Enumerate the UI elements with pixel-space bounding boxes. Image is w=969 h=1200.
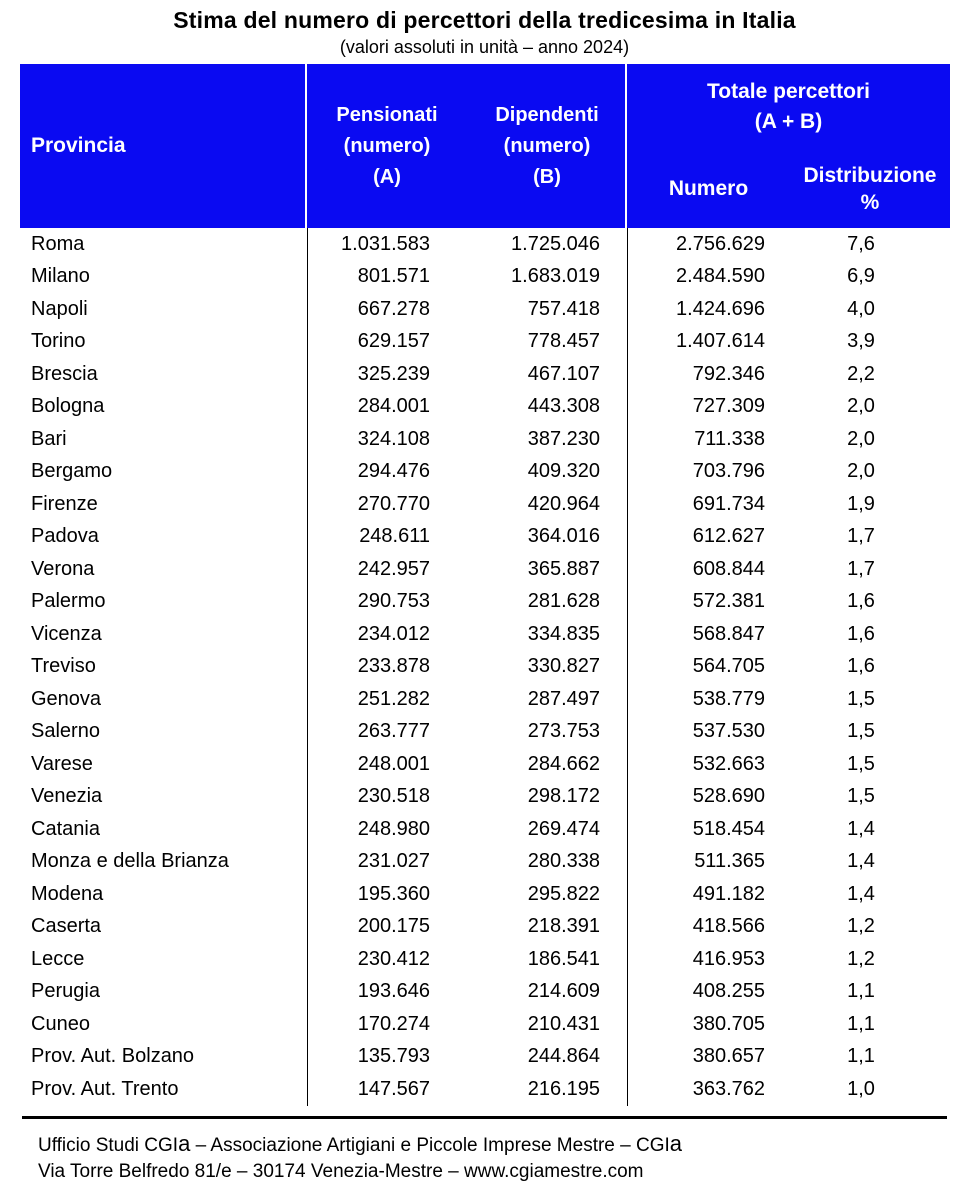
table-row <box>20 1008 950 1041</box>
cell-distribuzione: 1,4 <box>847 850 875 873</box>
header-provincia: Provincia <box>20 64 307 228</box>
cell-distribuzione: 1,2 <box>847 915 875 938</box>
cell-dipendenti: 295.822 <box>527 882 600 905</box>
cell-pensionati: 230.518 <box>357 785 430 808</box>
table-row <box>20 391 950 424</box>
cell-pensionati: 1.031.583 <box>341 232 430 255</box>
cell-pensionati: 195.360 <box>357 882 430 905</box>
cell-provincia: Milano <box>31 265 90 288</box>
cell-dipendenti: 334.835 <box>527 622 600 645</box>
cell-totale-numero: 711.338 <box>694 427 765 450</box>
cell-dipendenti: 280.338 <box>527 850 600 873</box>
cell-totale-numero: 608.844 <box>692 557 765 580</box>
table-row <box>20 553 950 586</box>
table-row <box>20 423 950 456</box>
header-numero: Numero <box>668 176 749 200</box>
table-row <box>20 586 950 619</box>
header-totale-line2: (A + B) <box>754 109 823 133</box>
cell-pensionati: 230.412 <box>357 947 430 970</box>
cell-dipendenti: 287.497 <box>527 687 600 710</box>
cell-distribuzione: 1,5 <box>847 785 875 808</box>
cell-pensionati: 263.777 <box>357 720 430 743</box>
cell-totale-numero: 568.847 <box>692 622 765 645</box>
footer-source-middle: – Associazione Artigiani e Piccole Imprese Mestre – CGI <box>190 1135 670 1156</box>
cell-provincia: Catania <box>31 817 100 840</box>
table-row <box>20 488 950 521</box>
cell-dipendenti: 1.725.046 <box>511 232 600 255</box>
cell-provincia: Padova <box>31 525 99 548</box>
cell-distribuzione: 7,6 <box>847 232 875 255</box>
table-row <box>20 943 950 976</box>
cell-provincia: Verona <box>31 557 95 580</box>
table-row <box>20 521 950 554</box>
cell-dipendenti: 387.230 <box>527 427 600 450</box>
cell-provincia: Roma <box>31 232 85 255</box>
cell-totale-numero: 537.530 <box>692 720 765 743</box>
cell-distribuzione: 2,0 <box>847 427 875 450</box>
cell-totale-numero: 727.309 <box>692 395 765 418</box>
cell-provincia: Genova <box>31 687 102 710</box>
cell-provincia: Bari <box>31 427 67 450</box>
cell-distribuzione: 2,0 <box>847 395 875 418</box>
cell-totale-numero: 518.454 <box>692 817 765 840</box>
cell-dipendenti: 420.964 <box>527 492 600 515</box>
table-row <box>20 878 950 911</box>
cell-provincia: Venezia <box>31 785 103 808</box>
page-title: Stima del numero di percettori della tredicesima in Italia <box>173 7 796 33</box>
cell-dipendenti: 218.391 <box>527 915 600 938</box>
cell-totale-numero: 703.796 <box>692 460 765 483</box>
table-row <box>20 911 950 944</box>
cell-distribuzione: 2,2 <box>847 362 875 385</box>
cell-totale-numero: 408.255 <box>692 980 765 1003</box>
cell-pensionati: 667.278 <box>357 297 430 320</box>
header-totale-group <box>627 64 950 228</box>
table-row <box>20 716 950 749</box>
table-row <box>20 618 950 651</box>
header-dipendenti-line1: Dipendenti <box>495 103 599 126</box>
cell-provincia: Prov. Aut. Trento <box>31 1077 179 1100</box>
cell-totale-numero: 511.365 <box>694 850 765 873</box>
cell-distribuzione: 1,5 <box>847 752 875 775</box>
cell-pensionati: 242.957 <box>357 557 430 580</box>
table-row <box>20 683 950 716</box>
header-distribuzione <box>790 162 950 217</box>
page-subtitle: (valori assoluti in unità – anno 2024) <box>339 37 630 57</box>
cell-distribuzione: 1,6 <box>847 590 875 613</box>
cell-dipendenti: 281.628 <box>527 590 600 613</box>
cell-provincia: Torino <box>31 330 86 353</box>
cell-dipendenti: 214.609 <box>527 980 600 1003</box>
cell-distribuzione: 1,4 <box>847 882 875 905</box>
header-middle-group <box>307 64 627 228</box>
cell-dipendenti: 216.195 <box>527 1077 600 1100</box>
cell-dipendenti: 1.683.019 <box>511 265 600 288</box>
cell-dipendenti: 330.827 <box>527 655 600 678</box>
cell-distribuzione: 1,4 <box>847 817 875 840</box>
header-dipendenti-line3: (B) <box>533 165 561 188</box>
table-row <box>20 813 950 846</box>
cell-provincia: Monza e della Brianza <box>31 850 229 873</box>
cell-distribuzione: 1,7 <box>847 557 875 580</box>
cell-dipendenti: 298.172 <box>527 785 600 808</box>
cell-dipendenti: 443.308 <box>527 395 600 418</box>
cell-dipendenti: 284.662 <box>527 752 600 775</box>
table-row <box>20 456 950 489</box>
cell-distribuzione: 6,9 <box>847 265 875 288</box>
cell-totale-numero: 2.756.629 <box>676 232 765 255</box>
cell-totale-numero: 532.663 <box>692 752 765 775</box>
cell-provincia: Prov. Aut. Bolzano <box>31 1045 195 1068</box>
cell-totale-numero: 2.484.590 <box>676 265 765 288</box>
cell-totale-numero: 572.381 <box>692 590 765 613</box>
cell-provincia: Palermo <box>31 590 106 613</box>
cell-totale-numero: 380.657 <box>692 1045 765 1068</box>
table-row <box>20 781 950 814</box>
cell-dipendenti: 273.753 <box>527 720 600 743</box>
table-row <box>20 651 950 684</box>
cell-pensionati: 231.027 <box>357 850 430 873</box>
cell-distribuzione: 1,0 <box>847 1077 875 1100</box>
cell-pensionati: 801.571 <box>357 265 430 288</box>
cell-pensionati: 629.157 <box>357 330 430 353</box>
table-row <box>20 748 950 781</box>
cell-provincia: Cuneo <box>31 1012 90 1035</box>
table-row <box>20 261 950 294</box>
footer-rule <box>22 1116 947 1119</box>
cell-dipendenti: 778.457 <box>527 330 600 353</box>
header-distribuzione-line2: % <box>860 190 880 214</box>
cell-dipendenti: 467.107 <box>527 362 600 385</box>
cell-provincia: Brescia <box>31 362 98 385</box>
cell-pensionati: 294.476 <box>357 460 430 483</box>
cell-totale-numero: 528.690 <box>692 785 765 808</box>
header-pensionati <box>307 100 467 193</box>
column-divider-1 <box>307 228 308 1106</box>
cell-dipendenti: 409.320 <box>527 460 600 483</box>
cell-provincia: Varese <box>31 752 93 775</box>
header-totale-percettori <box>627 64 950 150</box>
cell-provincia: Lecce <box>31 947 85 970</box>
cell-dipendenti: 269.474 <box>527 817 600 840</box>
cell-pensionati: 147.567 <box>357 1077 430 1100</box>
cell-totale-numero: 418.566 <box>692 915 765 938</box>
cgia-logo-a: a <box>669 1131 683 1156</box>
header-distribuzione-line1: Distribuzione <box>803 163 937 187</box>
header-dipendenti <box>467 100 627 193</box>
header-dipendenti-line2: (numero) <box>503 134 591 157</box>
cell-distribuzione: 3,9 <box>847 330 875 353</box>
cell-distribuzione: 1,1 <box>847 1012 875 1035</box>
cell-totale-numero: 564.705 <box>692 655 765 678</box>
cell-pensionati: 248.611 <box>359 525 430 548</box>
column-divider-2 <box>627 228 628 1106</box>
cell-dipendenti: 186.541 <box>527 947 600 970</box>
cell-pensionati: 248.001 <box>357 752 430 775</box>
cell-totale-numero: 1.424.696 <box>676 297 765 320</box>
cell-distribuzione: 1,2 <box>847 947 875 970</box>
cell-pensionati: 233.878 <box>357 655 430 678</box>
cgia-logo-a: a <box>178 1131 191 1156</box>
table-row <box>20 846 950 879</box>
cell-dipendenti: 244.864 <box>527 1045 600 1068</box>
table-row <box>20 358 950 391</box>
table-row <box>20 293 950 326</box>
footer-address-line: Via Torre Belfredo 81/e – 30174 Venezia-Mestre – www.cgiamestre.com <box>38 1161 644 1182</box>
cell-distribuzione: 1,5 <box>847 687 875 710</box>
cell-provincia: Vicenza <box>31 622 102 645</box>
table-row <box>20 326 950 359</box>
cell-pensionati: 135.793 <box>357 1045 430 1068</box>
cell-distribuzione: 1,7 <box>847 525 875 548</box>
table-body <box>20 228 950 1106</box>
cell-provincia: Perugia <box>31 980 100 1003</box>
table-row <box>20 1073 950 1106</box>
table-row <box>20 228 950 261</box>
table-header <box>20 64 950 228</box>
cell-provincia: Bologna <box>31 395 105 418</box>
cell-pensionati: 170.274 <box>357 1012 430 1035</box>
cell-provincia: Bergamo <box>31 460 113 483</box>
header-pensionati-line3: (A) <box>373 165 401 188</box>
header-pensionati-line1: Pensionati <box>336 103 438 126</box>
cell-distribuzione: 2,0 <box>847 460 875 483</box>
cell-distribuzione: 1,1 <box>847 980 875 1003</box>
cell-pensionati: 270.770 <box>357 492 430 515</box>
cell-pensionati: 193.646 <box>357 980 430 1003</box>
cell-totale-numero: 1.407.614 <box>676 330 765 353</box>
cell-provincia: Napoli <box>31 297 88 320</box>
cell-totale-numero: 612.627 <box>692 525 765 548</box>
cell-provincia: Firenze <box>31 492 98 515</box>
cell-totale-numero: 363.762 <box>692 1077 765 1100</box>
cell-pensionati: 284.001 <box>357 395 430 418</box>
cell-provincia: Modena <box>31 882 104 905</box>
header-pensionati-line2: (numero) <box>343 134 431 157</box>
cell-distribuzione: 1,9 <box>847 492 875 515</box>
cell-pensionati: 200.175 <box>357 915 430 938</box>
cell-distribuzione: 4,0 <box>847 297 875 320</box>
table-row <box>20 1041 950 1074</box>
cell-totale-numero: 792.346 <box>692 362 765 385</box>
cell-totale-numero: 491.182 <box>692 882 765 905</box>
cell-pensionati: 324.108 <box>357 427 430 450</box>
footer-source-prefix: Ufficio Studi CGI <box>38 1135 179 1156</box>
cell-dipendenti: 757.418 <box>527 297 600 320</box>
cell-distribuzione: 1,5 <box>847 720 875 743</box>
cell-dipendenti: 210.431 <box>527 1012 600 1035</box>
cell-pensionati: 248.980 <box>357 817 430 840</box>
cell-provincia: Caserta <box>31 915 102 938</box>
table-row <box>20 976 950 1009</box>
header-totale-line1: Totale percettori <box>707 79 870 103</box>
cell-totale-numero: 416.953 <box>692 947 765 970</box>
cell-totale-numero: 538.779 <box>692 687 765 710</box>
footer-source-line <box>38 1133 958 1157</box>
cell-pensionati: 234.012 <box>357 622 430 645</box>
cell-distribuzione: 1,1 <box>847 1045 875 1068</box>
cell-totale-numero: 380.705 <box>692 1012 765 1035</box>
cell-pensionati: 251.282 <box>357 687 430 710</box>
header-totale-subcolumns <box>627 150 950 228</box>
cell-distribuzione: 1,6 <box>847 655 875 678</box>
cell-pensionati: 325.239 <box>357 362 430 385</box>
cell-provincia: Treviso <box>31 655 96 678</box>
cell-provincia: Salerno <box>31 720 100 743</box>
cell-dipendenti: 364.016 <box>527 525 600 548</box>
cell-pensionati: 290.753 <box>357 590 430 613</box>
cell-dipendenti: 365.887 <box>527 557 600 580</box>
cell-totale-numero: 691.734 <box>692 492 765 515</box>
cell-distribuzione: 1,6 <box>847 622 875 645</box>
